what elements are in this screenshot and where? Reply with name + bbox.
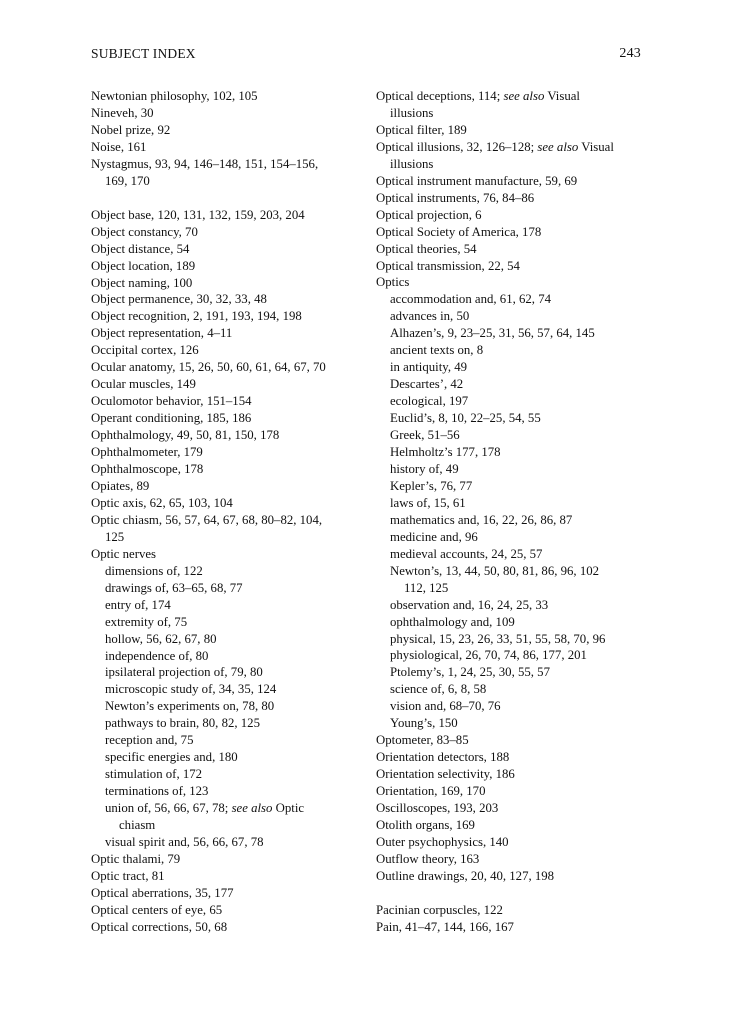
entry-text: Euclid’s, 8, 10, 22–25, 54, 55 bbox=[390, 411, 541, 426]
entry-text: Ophthalmoscope, 178 bbox=[91, 462, 204, 477]
entry-text: Optical theories, 54 bbox=[376, 241, 477, 256]
index-entry bbox=[376, 834, 650, 851]
index-entry bbox=[91, 546, 359, 563]
index-entry bbox=[91, 105, 359, 122]
index-subentry bbox=[376, 393, 650, 410]
index-entry bbox=[91, 308, 359, 325]
entry-text: Optical instruments, 76, 84–86 bbox=[376, 190, 535, 205]
entry-text: Oscilloscopes, 193, 203 bbox=[376, 801, 499, 816]
index-subentry bbox=[376, 614, 650, 631]
index-subentry bbox=[376, 546, 650, 563]
index-entry bbox=[91, 444, 359, 461]
entry-text: stimulation of, 172 bbox=[105, 767, 203, 782]
entry-text: extremity of, 75 bbox=[105, 614, 188, 629]
entry-text: Nineveh, 30 bbox=[91, 105, 154, 120]
entry-text: Optic nerves bbox=[91, 546, 157, 561]
index-entry bbox=[376, 122, 650, 139]
entry-text: Object base, 120, 131, 132, 159, 203, 204 bbox=[91, 207, 305, 222]
index-subentry bbox=[91, 715, 359, 732]
entry-text: Optical instrument manufacture, 59, 69 bbox=[376, 173, 578, 188]
see-also-label: see also bbox=[537, 139, 579, 154]
entry-text: history of, 49 bbox=[390, 461, 459, 476]
index-subentry bbox=[376, 342, 650, 359]
entry-text: Optic tract, 81 bbox=[91, 868, 165, 883]
index-subentry bbox=[376, 512, 650, 529]
index-subentry bbox=[91, 698, 359, 715]
entry-text: Nystagmus, 93, 94, 146–148, 151, 154–156, bbox=[91, 156, 319, 171]
index-subentry bbox=[91, 648, 359, 665]
entry-text: Ptolemy’s, 1, 24, 25, 30, 55, 57 bbox=[390, 665, 550, 680]
entry-text: Outline drawings, 20, 40, 127, 198 bbox=[376, 868, 555, 883]
index-subentry bbox=[91, 766, 359, 783]
entry-text: Newton’s, 13, 44, 50, 80, 81, 86, 96, 102 bbox=[390, 563, 600, 578]
entry-text: Helmholtz’s 177, 178 bbox=[390, 445, 501, 460]
entry-text: Optical centers of eye, 65 bbox=[91, 902, 223, 917]
entry-text: Orientation selectivity, 186 bbox=[376, 767, 515, 782]
index-entry bbox=[91, 122, 359, 139]
index-subentry bbox=[376, 681, 650, 698]
index-entry bbox=[91, 258, 359, 275]
index-subentry bbox=[376, 715, 650, 732]
index-subentry bbox=[376, 325, 650, 342]
entry-text: Ophthalmology, 49, 50, 81, 150, 178 bbox=[91, 428, 280, 443]
entry-text: Operant conditioning, 185, 186 bbox=[91, 411, 252, 426]
entry-text: in antiquity, 49 bbox=[390, 360, 468, 375]
entry-text: drawings of, 63–65, 68, 77 bbox=[105, 580, 243, 595]
entry-text: Orientation, 169, 170 bbox=[376, 784, 486, 799]
entry-text: Opiates, 89 bbox=[91, 478, 150, 493]
index-subentry bbox=[376, 478, 650, 495]
index-entry bbox=[376, 766, 650, 783]
index-entry bbox=[376, 902, 650, 919]
index-entry bbox=[91, 207, 359, 224]
index-entry bbox=[91, 376, 359, 393]
index-entry bbox=[376, 258, 650, 275]
left-index-column bbox=[91, 88, 359, 936]
index-subentry bbox=[376, 529, 650, 546]
entry-text: Kepler’s, 76, 77 bbox=[390, 478, 473, 493]
entry-text: observation and, 16, 24, 25, 33 bbox=[390, 597, 549, 612]
index-subentry bbox=[376, 444, 650, 461]
entry-text: Object distance, 54 bbox=[91, 241, 190, 256]
entry-text: Optical Society of America, 178 bbox=[376, 224, 542, 239]
entry-text: Object representation, 4–11 bbox=[91, 326, 233, 341]
index-subentry bbox=[376, 647, 650, 664]
index-entry bbox=[376, 190, 650, 207]
entry-text: Optical corrections, 50, 68 bbox=[91, 919, 228, 934]
see-also-label: see also bbox=[503, 89, 545, 103]
entry-text: Optical projection, 6 bbox=[376, 207, 482, 222]
index-entry bbox=[91, 224, 359, 241]
entry-text: ipsilateral projection of, 79, 80 bbox=[105, 665, 263, 680]
entry-text: Oculomotor behavior, 151–154 bbox=[91, 394, 252, 409]
index-entry bbox=[91, 478, 359, 495]
index-entry bbox=[91, 495, 359, 512]
index-subentry bbox=[376, 597, 650, 614]
entry-text: Object permanence, 30, 32, 33, 48 bbox=[91, 292, 267, 307]
running-head bbox=[91, 46, 641, 66]
index-entry bbox=[376, 224, 650, 241]
entry-text: accommodation and, 61, 62, 74 bbox=[390, 292, 551, 307]
entry-text: Object naming, 100 bbox=[91, 275, 193, 290]
index-subentry bbox=[376, 376, 650, 393]
index-subentry bbox=[91, 834, 359, 851]
index-subentry bbox=[376, 359, 650, 376]
entry-text: Orientation detectors, 188 bbox=[376, 750, 510, 765]
entry-text: Nobel prize, 92 bbox=[91, 122, 171, 137]
entry-text: entry of, 174 bbox=[105, 597, 171, 612]
index-entry bbox=[91, 919, 359, 936]
entry-text: Optometer, 83–85 bbox=[376, 733, 469, 748]
index-entry bbox=[376, 868, 650, 885]
entry-text: Pacinian corpuscles, 122 bbox=[376, 902, 503, 917]
index-entry bbox=[376, 919, 650, 936]
entry-text: reception and, 75 bbox=[105, 733, 194, 748]
entry-text: physical, 15, 23, 26, 33, 51, 55, 58, 70, 96 bbox=[390, 631, 606, 646]
entry-text: dimensions of, 122 bbox=[105, 563, 203, 578]
entry-text: physiological, 26, 70, 74, 86, 177, 201 bbox=[390, 648, 587, 663]
index-entry bbox=[91, 410, 359, 427]
index-entry bbox=[91, 156, 359, 190]
index-entry bbox=[376, 749, 650, 766]
entry-text: Object location, 189 bbox=[91, 258, 196, 273]
index-entry bbox=[91, 241, 359, 258]
entry-gap bbox=[91, 190, 359, 207]
index-subentry bbox=[91, 614, 359, 631]
cross-reference: Visual bbox=[547, 89, 580, 103]
entry-continuation: 125 bbox=[105, 529, 125, 544]
entry-text: independence of, 80 bbox=[105, 648, 209, 663]
entry-text: Otolith organs, 169 bbox=[376, 817, 475, 832]
index-entry bbox=[376, 817, 650, 834]
index-entry bbox=[376, 274, 650, 291]
index-entry bbox=[376, 139, 650, 173]
index-entry bbox=[91, 512, 359, 546]
index-subentry bbox=[91, 732, 359, 749]
index-subentry bbox=[376, 308, 650, 325]
index-subentry bbox=[376, 495, 650, 512]
entry-text: ancient texts on, 8 bbox=[390, 343, 484, 358]
entry-text: Alhazen’s, 9, 23–25, 31, 56, 57, 64, 145 bbox=[390, 326, 595, 341]
index-entry bbox=[91, 393, 359, 410]
entry-continuation: 112, 125 bbox=[404, 580, 449, 595]
entry-text: Optical aberrations, 35, 177 bbox=[91, 885, 234, 900]
entry-text: medieval accounts, 24, 25, 57 bbox=[390, 546, 543, 561]
entry-text: Outflow theory, 163 bbox=[376, 851, 480, 866]
cross-reference: Optic bbox=[275, 801, 305, 816]
index-subentry bbox=[91, 800, 359, 834]
index-subentry bbox=[376, 698, 650, 715]
index-entry bbox=[91, 291, 359, 308]
entry-text: Optic axis, 62, 65, 103, 104 bbox=[91, 495, 233, 510]
entry-text: Optical filter, 189 bbox=[376, 122, 467, 137]
see-also-label: see also bbox=[231, 801, 273, 816]
entry-text: Occipital cortex, 126 bbox=[91, 343, 199, 358]
entry-text: Object recognition, 2, 191, 193, 194, 198 bbox=[91, 309, 302, 324]
index-subentry bbox=[376, 664, 650, 681]
entry-text: Ophthalmometer, 179 bbox=[91, 445, 203, 460]
entry-text: Newton’s experiments on, 78, 80 bbox=[105, 699, 275, 714]
entry-text: Optical transmission, 22, 54 bbox=[376, 258, 520, 273]
index-entry bbox=[91, 359, 359, 376]
entry-text: pathways to brain, 80, 82, 125 bbox=[105, 716, 260, 731]
entry-text: Descartes’, 42 bbox=[390, 377, 464, 392]
right-index-column bbox=[376, 88, 650, 936]
entry-text: Optical illusions, 32, 126–128; bbox=[376, 139, 535, 154]
section-title: SUBJECT INDEX bbox=[91, 46, 196, 61]
index-entry bbox=[91, 461, 359, 478]
entry-text: ecological, 197 bbox=[390, 394, 469, 409]
entry-text: Ocular anatomy, 15, 26, 50, 60, 61, 64, 67, 70 bbox=[91, 360, 326, 375]
index-subentry bbox=[376, 410, 650, 427]
index-subentry bbox=[91, 664, 359, 681]
entry-text: Object constancy, 70 bbox=[91, 224, 198, 239]
index-entry bbox=[376, 800, 650, 817]
entry-text: medicine and, 96 bbox=[390, 529, 478, 544]
entry-text: Optic thalami, 79 bbox=[91, 851, 181, 866]
entry-text: Optics bbox=[376, 275, 410, 290]
index-entry bbox=[91, 88, 359, 105]
index-subentry bbox=[91, 681, 359, 698]
index-subentry bbox=[376, 563, 650, 597]
index-entry bbox=[91, 275, 359, 292]
entry-text: mathematics and, 16, 22, 26, 86, 87 bbox=[390, 512, 573, 527]
index-entry bbox=[91, 139, 359, 156]
entry-text: visual spirit and, 56, 66, 67, 78 bbox=[105, 834, 264, 849]
index-subentry bbox=[91, 597, 359, 614]
entry-text: specific energies and, 180 bbox=[105, 750, 238, 765]
index-subentry bbox=[91, 749, 359, 766]
entry-continuation: chiasm bbox=[119, 818, 156, 833]
entry-gap bbox=[376, 885, 650, 902]
index-subentry bbox=[376, 631, 650, 648]
entry-text: microscopic study of, 34, 35, 124 bbox=[105, 682, 277, 697]
index-entry bbox=[376, 783, 650, 800]
entry-text: Outer psychophysics, 140 bbox=[376, 834, 509, 849]
entry-text: Pain, 41–47, 144, 166, 167 bbox=[376, 919, 514, 934]
index-entry bbox=[376, 173, 650, 190]
index-entry bbox=[91, 342, 359, 359]
entry-text: hollow, 56, 62, 67, 80 bbox=[105, 631, 217, 646]
entry-text: science of, 6, 8, 58 bbox=[390, 682, 487, 697]
entry-continuation: 169, 170 bbox=[105, 173, 150, 188]
entry-text: Newtonian philosophy, 102, 105 bbox=[91, 89, 258, 103]
index-subentry bbox=[376, 291, 650, 308]
index-entry bbox=[376, 851, 650, 868]
index-entry bbox=[91, 902, 359, 919]
index-subentry bbox=[91, 783, 359, 800]
index-entry bbox=[376, 207, 650, 224]
index-entry bbox=[91, 868, 359, 885]
entry-continuation: illusions bbox=[390, 105, 434, 120]
entry-continuation: illusions bbox=[390, 156, 434, 171]
index-entry bbox=[376, 241, 650, 258]
index-entry bbox=[376, 88, 650, 122]
page-number: 243 bbox=[619, 46, 641, 61]
entry-text: Ocular muscles, 149 bbox=[91, 377, 196, 392]
index-entry bbox=[91, 885, 359, 902]
entry-text: vision and, 68–70, 76 bbox=[390, 699, 501, 714]
index-subentry bbox=[91, 580, 359, 597]
entry-text: advances in, 50 bbox=[390, 309, 470, 324]
index-entry bbox=[91, 851, 359, 868]
index-entry bbox=[91, 325, 359, 342]
index-entry bbox=[91, 427, 359, 444]
index-subentry bbox=[376, 427, 650, 444]
index-subentry bbox=[91, 563, 359, 580]
entry-text: Optic chiasm, 56, 57, 64, 67, 68, 80–82, 104, bbox=[91, 512, 323, 527]
index-entry bbox=[376, 732, 650, 749]
entry-text: laws of, 15, 61 bbox=[390, 495, 466, 510]
entry-text: Optical deceptions, 114; bbox=[376, 89, 501, 103]
index-subentry bbox=[91, 631, 359, 648]
entry-text: Noise, 161 bbox=[91, 139, 147, 154]
entry-text: ophthalmology and, 109 bbox=[390, 614, 515, 629]
entry-text: Greek, 51–56 bbox=[390, 428, 460, 443]
index-subentry bbox=[376, 461, 650, 478]
entry-text: union of, 56, 66, 67, 78; bbox=[105, 801, 229, 816]
cross-reference: Visual bbox=[581, 139, 614, 154]
entry-text: Young’s, 150 bbox=[390, 716, 458, 731]
entry-text: terminations of, 123 bbox=[105, 784, 209, 799]
